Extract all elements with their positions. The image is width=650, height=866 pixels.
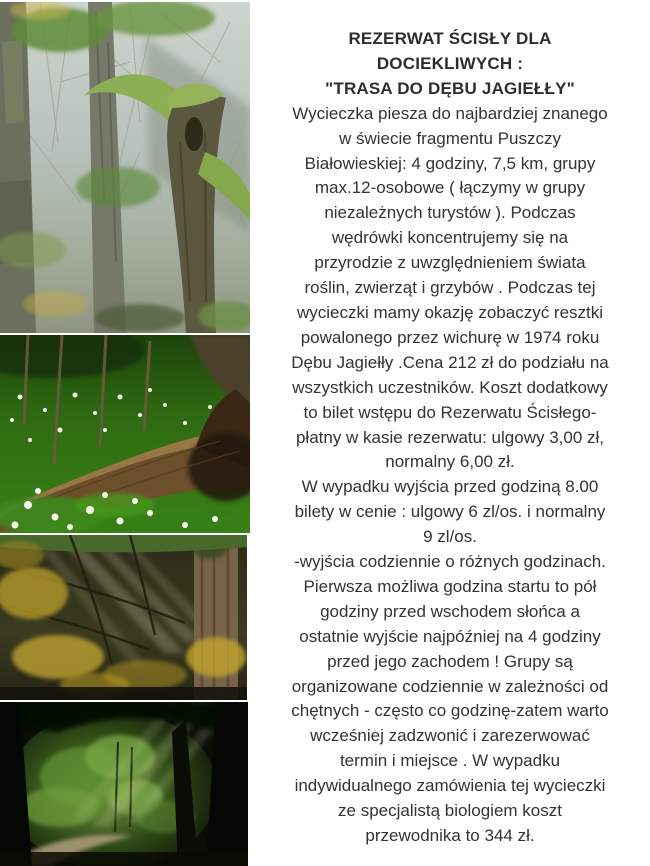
- poster-body-line: Wycieczka piesza do najbardziej znanego: [292, 103, 608, 123]
- poster-body-line: przyrodzie z uwzględnieniem świata: [314, 253, 586, 273]
- poster-body-line: max.12-osobowe ( łączymy w grupy: [314, 178, 586, 198]
- poster-body-line: wędrówki koncentrujemy się na: [331, 228, 569, 248]
- poster-body-line: ostatnie wyjście najpóźniej na 4 godziny: [299, 626, 601, 646]
- poster-body-line: w świecie fragmentu Puszczy: [338, 128, 562, 148]
- photo-forest-path: [0, 702, 248, 866]
- poster-body-line: ze specjalistą biologiem koszt: [338, 801, 562, 821]
- poster-body-line: roślin, zwierząt i grzybów . Podczas tej: [304, 278, 596, 298]
- poster-body-line: to bilet wstępu do Rezerwatu Ścisłego-: [303, 402, 597, 422]
- photo-mossy-trees: [0, 2, 250, 333]
- photo-column: [0, 2, 250, 866]
- photo-autumn-sunbeams: [0, 535, 247, 700]
- poster-body-line: wycieczki mamy okazję zobaczyć resztki: [296, 302, 604, 322]
- poster-body-line: wszystkich uczestników. Koszt dodatkowy: [292, 377, 608, 397]
- poster-body-line: 9 zl/os.: [423, 527, 477, 547]
- poster-body-line: bilety w cenie : ulgowy 6 zl/os. i normalny: [294, 502, 606, 522]
- poster-body-line: Dębu Jagiełły .Cena 212 zł do podziału na: [291, 352, 609, 372]
- photo-autumn-sunbeams-art: [0, 535, 247, 700]
- poster-body-line: płatny w kasie rezerwatu: ulgowy 3,00 zł,: [295, 427, 605, 447]
- poster-title-line: REZERWAT ŚCISŁY DLA: [348, 29, 552, 48]
- poster-body-line: Pierwsza możliwa godzina startu to pół: [303, 576, 597, 596]
- poster-title-line: DOCIEKLIWYCH :: [376, 53, 524, 73]
- photo-mossy-trees-art: [0, 2, 250, 333]
- poster-body-line: organizowane codziennie w zależności od: [291, 676, 609, 696]
- poster-body-line: W wypadku wyjścia przed godziną 8.00: [301, 477, 599, 497]
- poster-body-line: wcześniej zadzwonić i zarezerwować: [310, 726, 590, 746]
- photo-anemones-log: [0, 335, 250, 533]
- poster-body-line: normalny 6,00 zł.: [385, 452, 515, 472]
- poster-body-line: przewodnika to 344 zł.: [365, 826, 535, 845]
- poster-body-line: powalonego przez wichurę w 1974 roku: [300, 327, 600, 347]
- photo-anemones-log-art: [0, 335, 250, 533]
- poster-body-line: termin i miejsce . W wypadku: [339, 751, 561, 771]
- poster-body-line: godziny przed wschodem słońca a: [320, 601, 580, 621]
- poster-body-line: chętnych - często co godzinę-zatem warto: [291, 701, 609, 721]
- poster-body-line: przed jego zachodem ! Grupy są: [327, 651, 573, 671]
- poster-body-line: indywidualnego zamówienia tej wycieczki: [294, 776, 606, 796]
- photo-forest-path-art: [0, 702, 248, 866]
- poster-body-line: niezależnych turystów ). Podczas: [324, 203, 576, 223]
- poster-text: [252, 27, 648, 849]
- poster-body-line: -wyjścia codziennie o różnych godzinach.: [294, 552, 606, 572]
- poster-body-line: Białowieskiej: 4 godziny, 7,5 km, grupy: [304, 153, 596, 173]
- poster-title-line: "TRASA DO DĘBU JAGIEŁŁY": [325, 78, 575, 98]
